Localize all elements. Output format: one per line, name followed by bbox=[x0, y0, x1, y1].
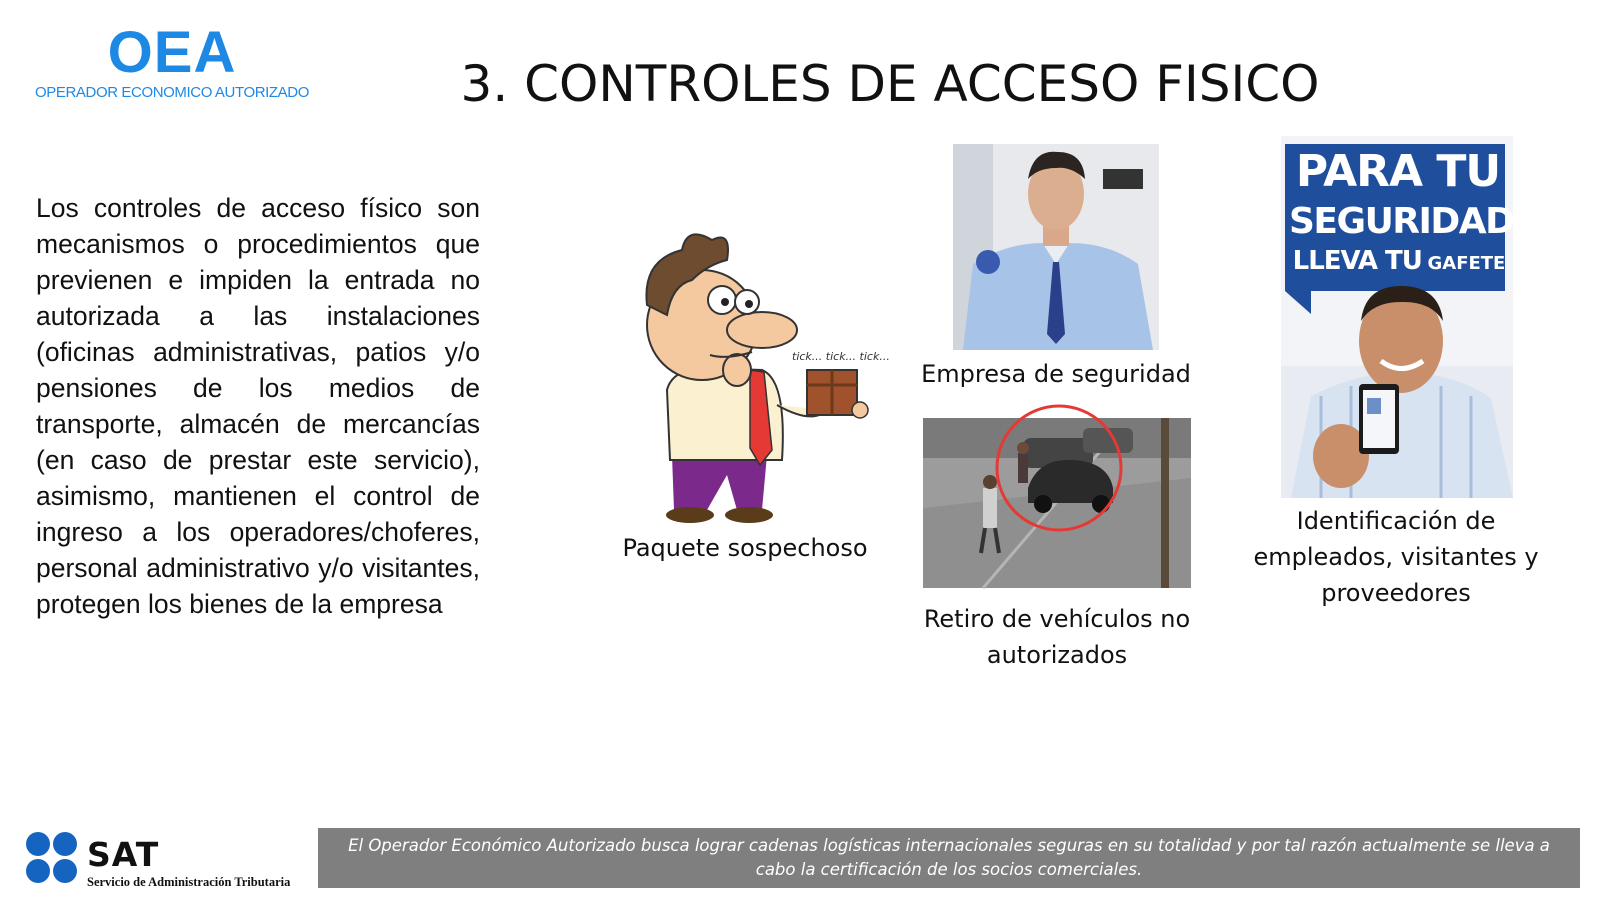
sat-logo-subtitle: Servicio de Administración Tributaria bbox=[87, 875, 291, 889]
vehicle-caption-line2: autorizados bbox=[986, 641, 1128, 669]
footer-message: El Operador Económico Autorizado busca lograr cadenas logísticas internacionales seguras en su totalidad y por tal razón actualmente se lleva a cabo la certificación de los socios comerciales. bbox=[348, 836, 1550, 879]
slide-title: 3. CONTROLES DE ACCESO FISICO bbox=[460, 55, 1320, 113]
badge-poster bbox=[1281, 136, 1513, 498]
poster-line3 bbox=[1291, 246, 1507, 276]
guard-caption: Empresa de seguridad bbox=[921, 360, 1191, 388]
poster-line3-small: GAFETE bbox=[1427, 253, 1506, 274]
oea-logo bbox=[22, 20, 322, 101]
svg-text:tick... tick... tick...: tick... tick... tick... bbox=[792, 350, 890, 363]
package-caption: Paquete sospechoso bbox=[622, 534, 868, 562]
badge-caption-line1: Identificación de bbox=[1296, 507, 1496, 535]
body-paragraph: Los controles de acceso físico son mecanismos o procedimientos que previenen e impiden la entrada no autorizada a las instalaciones (oficinas administrativas, patios y/o pensiones de los medios de transporte, almacén de mercancías (en caso de prestar este servicio), asimismo, mantienen el control de ingreso a los operadores/choferes, personal administrativo y/o visitantes, protegen los bienes de la empresa bbox=[36, 193, 480, 619]
badge-caption-line2: empleados, visitantes y bbox=[1253, 543, 1539, 571]
badge-caption bbox=[1250, 503, 1542, 611]
security-guard-photo bbox=[953, 144, 1159, 350]
sat-logo-word: SAT bbox=[87, 835, 160, 874]
poster-line3-main: LLEVA TU bbox=[1292, 246, 1422, 276]
suspicious-package-cartoon bbox=[612, 220, 890, 525]
vehicle-caption bbox=[900, 601, 1214, 673]
vehicle-cctv-photo bbox=[923, 418, 1191, 588]
oea-logo-full-name: OPERADOR ECONOMICO AUTORIZADO bbox=[35, 84, 309, 101]
badge-caption-line3: proveedores bbox=[1321, 579, 1471, 607]
sat-dots-icon bbox=[25, 831, 81, 887]
sat-logo bbox=[25, 831, 315, 887]
footer-message-bar bbox=[318, 828, 1580, 888]
oea-logo-acronym: OEA bbox=[107, 20, 237, 85]
vehicle-caption-line1: Retiro de vehículos no bbox=[923, 605, 1191, 633]
poster-line2: SEGURIDAD bbox=[1289, 201, 1514, 242]
poster-line1: PARA TU bbox=[1295, 146, 1501, 197]
